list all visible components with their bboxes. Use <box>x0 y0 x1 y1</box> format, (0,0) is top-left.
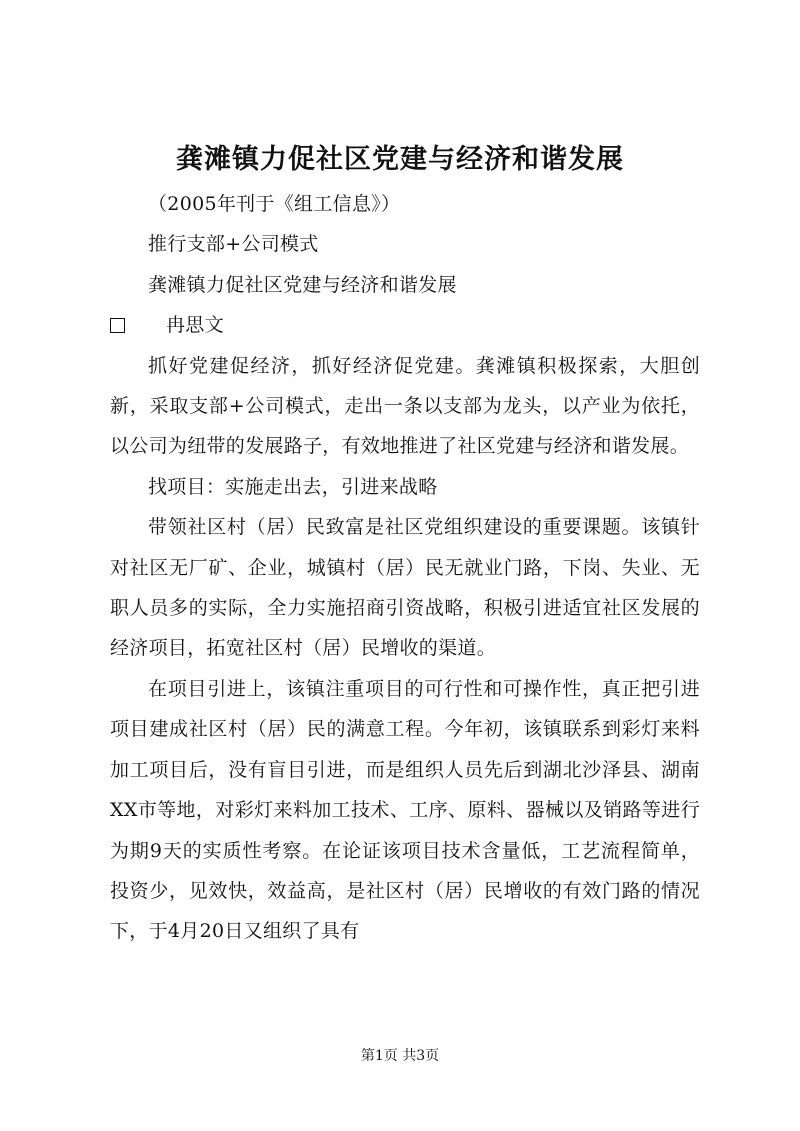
section-heading-projects: 找项目：实施走出去，引进来战略 <box>148 475 438 498</box>
paragraph-introduction-details: 在项目引进上，该镇注重项目的可行性和可操作性，真正把引进项目建成社区村（居）民的满意工程。今年初，该镇联系到彩灯来料加工项目后，没有盲目引进，而是组织人员先后到湖北沙泽县、湖南XX市等地，对彩灯来料加工技术、工序、原料、器械以及销路等进行为期9天的实质性考察。在论证该项目技术含量低，工艺流程简单，投资少，见效快，效益高，是社区村（居）民增收的有效门路的情况下，于4月20日又组织了具有 <box>110 677 700 943</box>
subheading-title: 龚滩镇力促社区党建与经济和谐发展 <box>148 273 457 296</box>
page-footer: 第1页 共3页 <box>360 1048 440 1064</box>
author-line <box>110 305 700 345</box>
paragraph-intro: 抓好党建促经济，抓好经济促党建。龚滩镇积极探索，大胆创新，采取支部+公司模式，走出一条以支部为龙头，以产业为依托，以公司为纽带的发展路子，有效地推进了社区党建与经济和谐发展。 <box>110 354 700 458</box>
document-body <box>110 184 700 952</box>
subheading-model: 推行支部+公司模式 <box>148 233 319 256</box>
author-name: 冉思文 <box>166 314 224 337</box>
paragraph-projects: 带领社区村（居）民致富是社区党组织建设的重要课题。该镇针对社区无厂矿、企业，城镇村（居）民无就业门路，下岗、失业、无职人员多的实际，全力实施招商引资战略，积极引进适宜社区发展的经济项目，拓宽社区村（居）民增收的渠道。 <box>110 516 700 660</box>
document-title: 龚滩镇力促社区党建与经济和谐发展 <box>176 144 624 175</box>
source-line: （2005年刊于《组工信息》） <box>148 193 401 215</box>
box-icon <box>110 318 125 333</box>
